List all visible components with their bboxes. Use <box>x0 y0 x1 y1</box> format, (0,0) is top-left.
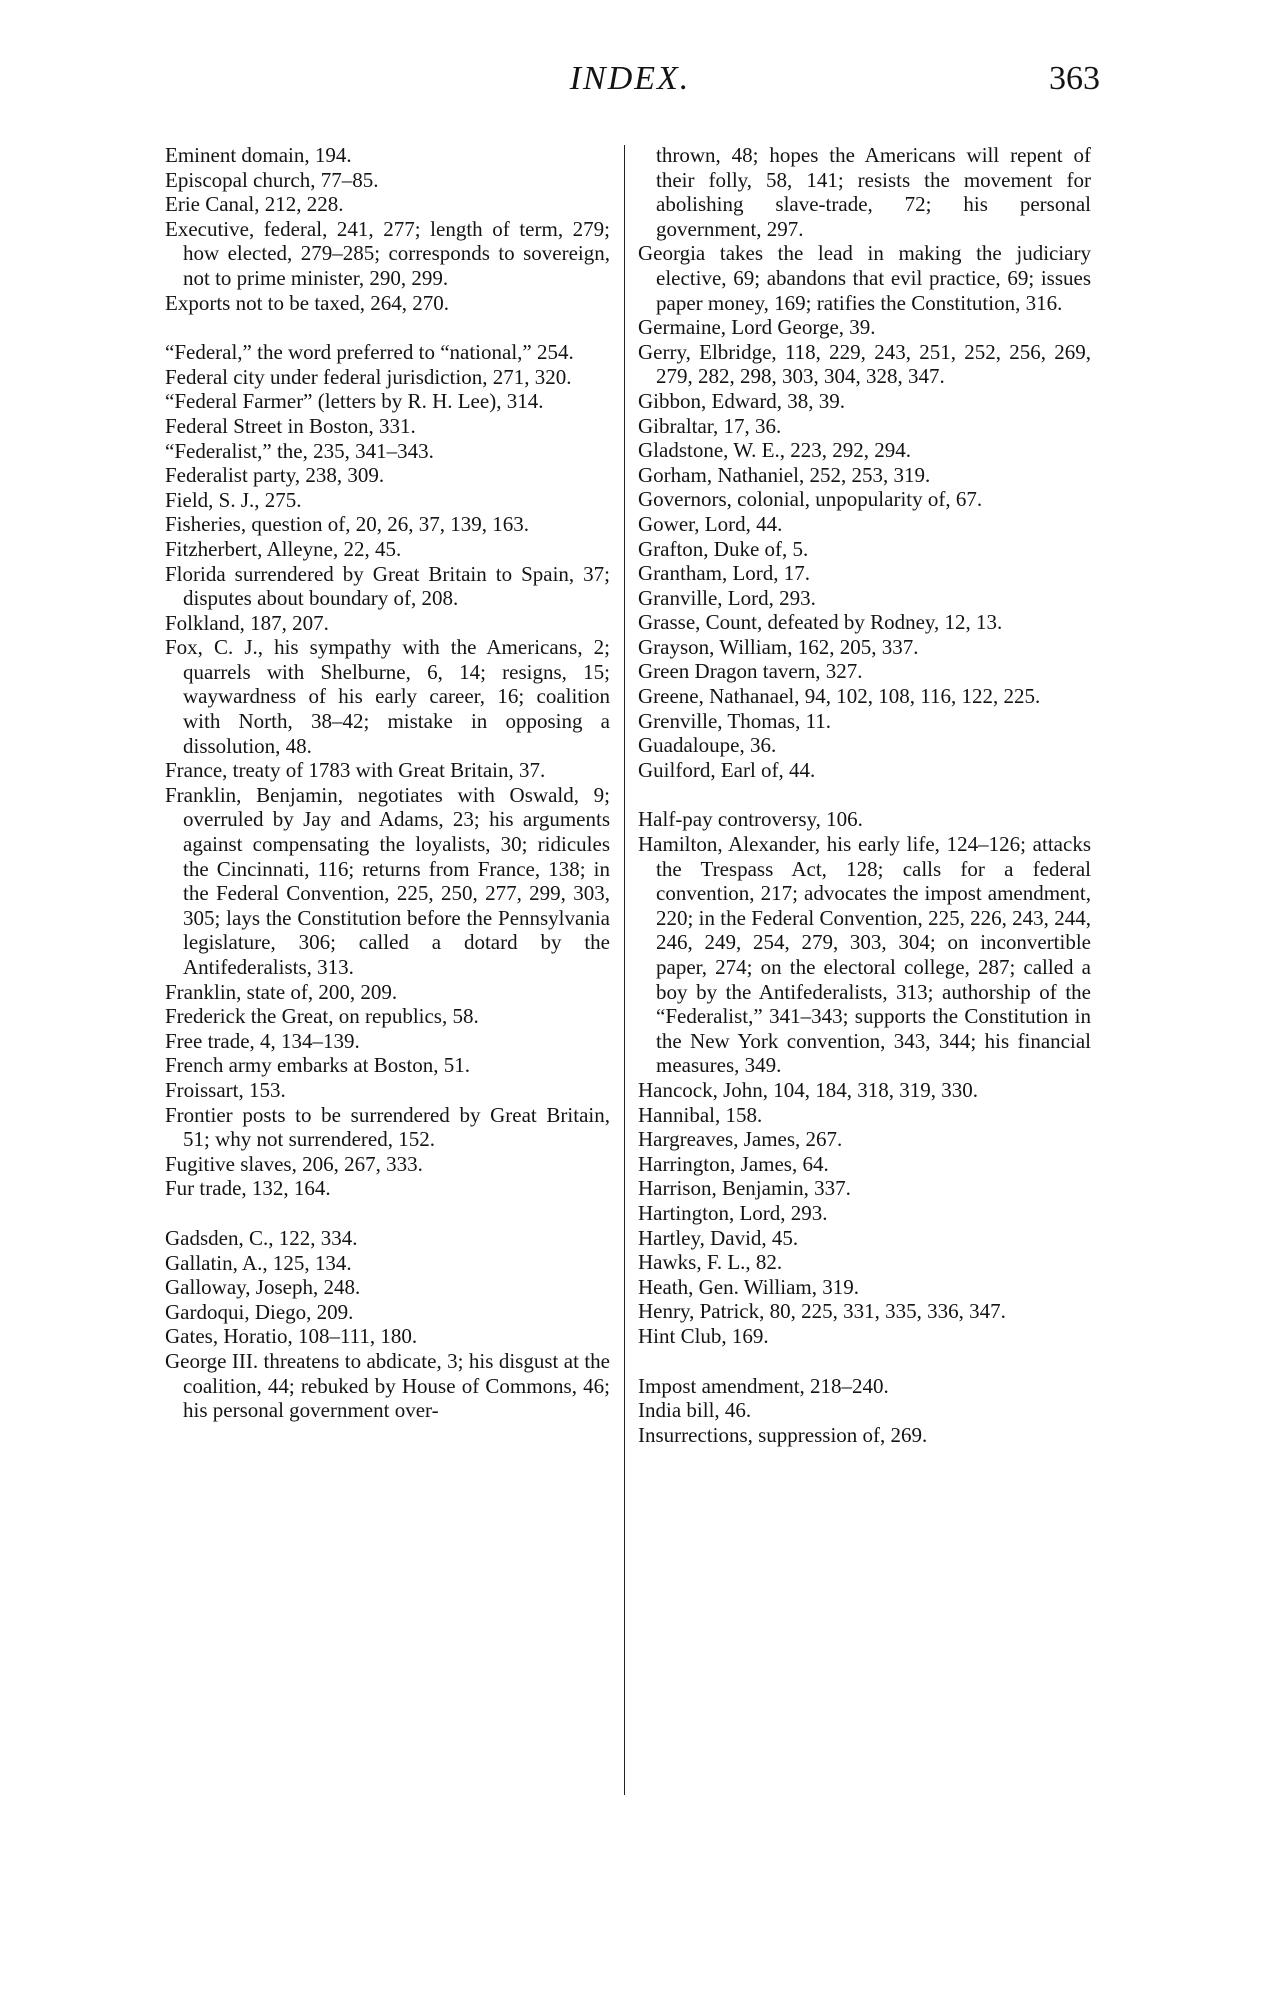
index-entry: Federalist party, 238, 309. <box>165 463 385 488</box>
index-entry: Federal city under federal jurisdiction, 271, 320. <box>165 364 572 389</box>
index-entry: Fisheries, question of, 20, 26, 37, 139, 163. <box>165 512 529 537</box>
index-entry: Hargreaves, James, 267. <box>638 1127 843 1152</box>
index-entry: Grenville, Thomas, 11. <box>638 708 832 733</box>
index-entry: Hartington, Lord, 293. <box>638 1200 828 1225</box>
index-entry: Gates, Horatio, 108–111, 180. <box>165 1324 418 1349</box>
index-entry: France, treaty of 1783 with Great Britain, 37. <box>165 758 546 783</box>
index-entry: Galloway, Joseph, 248. <box>165 1275 361 1300</box>
index-entry: Greene, Nathanael, 94, 102, 108, 116, 122, 225. <box>638 684 1041 709</box>
index-entry: Grafton, Duke of, 5. <box>638 536 809 561</box>
index-entry: George III. threatens to abdicate, 3; his disgust at the coalition, 44; rebuked by House of Commons, 46; his personal government over- <box>165 1348 610 1423</box>
index-entry: Federal Street in Boston, 331. <box>165 413 416 438</box>
index-entry: Grasse, Count, defeated by Rodney, 12, 13. <box>638 610 1003 635</box>
index-entry: Gibraltar, 17, 36. <box>638 413 782 438</box>
index-entry: Guadaloupe, 36. <box>638 733 777 758</box>
index-entry: Hawks, F. L., 82. <box>638 1250 783 1275</box>
index-entry: Guilford, Earl of, 44. <box>638 757 816 782</box>
index-entry: Green Dragon tavern, 327. <box>638 659 863 684</box>
index-entry: Hancock, John, 104, 184, 318, 319, 330. <box>638 1077 979 1102</box>
index-entry: Hamilton, Alexander, his early life, 124–126; attacks the Trespass Act, 128; calls for a federal convention, 217; advocates the impost amendment, 220; in the Federal Convention, 225, 226, 243, 244, 246, 249, 254, 279, 303, 304; on inconvertible paper, 274; on the electoral college, 287; called a boy by the Antifederalists, 313; authorship of the “Federalist,” 341–343; supports the Constitution in the New York convention, 343, 344; his financial measures, 349. <box>638 832 1091 1078</box>
index-entry: Gibbon, Edward, 38, 39. <box>638 388 846 413</box>
index-entry: Half-pay controversy, 106. <box>638 807 863 832</box>
index-entry: Fitzherbert, Alleyne, 22, 45. <box>165 536 402 561</box>
section-gap <box>165 315 610 340</box>
index-entry: Harrington, James, 64. <box>638 1151 829 1176</box>
index-entry: Eminent domain, 194. <box>165 143 352 167</box>
index-entry: Henry, Patrick, 80, 225, 331, 335, 336, 347. <box>638 1299 1006 1324</box>
index-entry: Florida surrendered by Great Britain to Spain, 37; disputes about boundary of, 208. <box>165 561 610 611</box>
page-title: INDEX. <box>569 60 691 97</box>
index-entry: Gower, Lord, 44. <box>638 511 783 536</box>
index-column-right <box>638 143 1091 1447</box>
index-entry: Harrison, Benjamin, 337. <box>638 1176 851 1201</box>
index-entry: Impost amendment, 218–240. <box>638 1373 889 1398</box>
index-entry: Gardoqui, Diego, 209. <box>165 1299 354 1324</box>
index-entry: Executive, federal, 241, 277; length of term, 279; how elected, 279–285; corresponds to sovereign, not to prime minister, 290, 299. <box>165 216 610 290</box>
index-entry: Folkland, 187, 207. <box>165 610 329 635</box>
index-entry: Granville, Lord, 293. <box>638 585 816 610</box>
index-entry: Episcopal church, 77–85. <box>165 167 379 192</box>
index-entry: Froissart, 153. <box>165 1077 286 1102</box>
index-entry: Fugitive slaves, 206, 267, 333. <box>165 1151 423 1176</box>
page-number: 363 <box>1049 60 1100 97</box>
running-head <box>160 60 1100 110</box>
index-entry: French army embarks at Boston, 51. <box>165 1053 471 1078</box>
index-entry: Hartley, David, 45. <box>638 1225 799 1250</box>
index-entry: Grayson, William, 162, 205, 337. <box>638 634 919 659</box>
index-entry-continuation: thrown, 48; hopes the Americans will repent of their folly, 58, 141; resists the movement for abolishing slave-trade, 72; his personal government, 297. <box>656 143 1091 241</box>
index-entry: Gallatin, A., 125, 134. <box>165 1250 352 1275</box>
section-gap <box>638 782 1091 807</box>
index-entry: Germaine, Lord George, 39. <box>638 315 876 340</box>
index-entry: Gorham, Nathaniel, 252, 253, 319. <box>638 462 931 487</box>
index-entry: Frederick the Great, on republics, 58. <box>165 1004 479 1029</box>
index-entry: “Federal Farmer” (letters by R. H. Lee), 314. <box>165 389 544 414</box>
section-gap <box>638 1349 1091 1374</box>
index-entry: Erie Canal, 212, 228. <box>165 192 344 217</box>
index-entry: Insurrections, suppression of, 269. <box>638 1422 928 1447</box>
section-gap <box>165 1201 610 1226</box>
index-entry: Franklin, state of, 200, 209. <box>165 979 398 1004</box>
index-entry: Heath, Gen. William, 319. <box>638 1274 859 1299</box>
index-entry: India bill, 46. <box>638 1398 752 1423</box>
index-entry: Georgia takes the lead in making the judiciary elective, 69; abandons that evil practice, 69; issues paper money, 169; ratifies the Constitution, 316. <box>638 241 1091 315</box>
index-column-left <box>165 143 610 1423</box>
index-entry: Franklin, Benjamin, negotiates with Oswald, 9; overruled by Jay and Adams, 23; his arguments against compensating the loyalists, 30; ridicules the Cincinnati, 116; returns from France, 138; in the Federal Convention, 225, 250, 277, 299, 303, 305; lays the Constitution before the Pennsylvania legislature, 306; called a dotard by the Antifederalists, 313. <box>165 782 610 979</box>
index-entry: Fox, C. J., his sympathy with the Americans, 2; quarrels with Shelburne, 6, 14; resigns, 15; waywardness of his early career, 16; coalition with North, 38–42; mistake in opposing a dissolution, 48. <box>165 635 610 758</box>
index-entry: Hannibal, 158. <box>638 1102 763 1127</box>
index-entry: “Federalist,” the, 235, 341–343. <box>165 438 434 463</box>
index-entry: Governors, colonial, unpopularity of, 67. <box>638 487 983 512</box>
index-entry: Hint Club, 169. <box>638 1323 769 1348</box>
index-entry: Fur trade, 132, 164. <box>165 1176 331 1201</box>
index-entry: “Federal,” the word preferred to “national,” 254. <box>165 340 574 365</box>
index-entry: Gladstone, W. E., 223, 292, 294. <box>638 438 911 463</box>
index-entry: Gerry, Elbridge, 118, 229, 243, 251, 252, 256, 269, 279, 282, 298, 303, 304, 328, 347. <box>638 339 1091 389</box>
index-entry: Grantham, Lord, 17. <box>638 561 811 586</box>
index-entry: Gadsden, C., 122, 334. <box>165 1225 358 1250</box>
index-entry: Field, S. J., 275. <box>165 487 302 512</box>
column-divider <box>624 145 625 1795</box>
index-entry: Frontier posts to be surrendered by Great Britain, 51; why not surrendered, 152. <box>165 1102 610 1152</box>
index-entry: Free trade, 4, 134–139. <box>165 1028 360 1053</box>
index-entry: Exports not to be taxed, 264, 270. <box>165 290 450 315</box>
